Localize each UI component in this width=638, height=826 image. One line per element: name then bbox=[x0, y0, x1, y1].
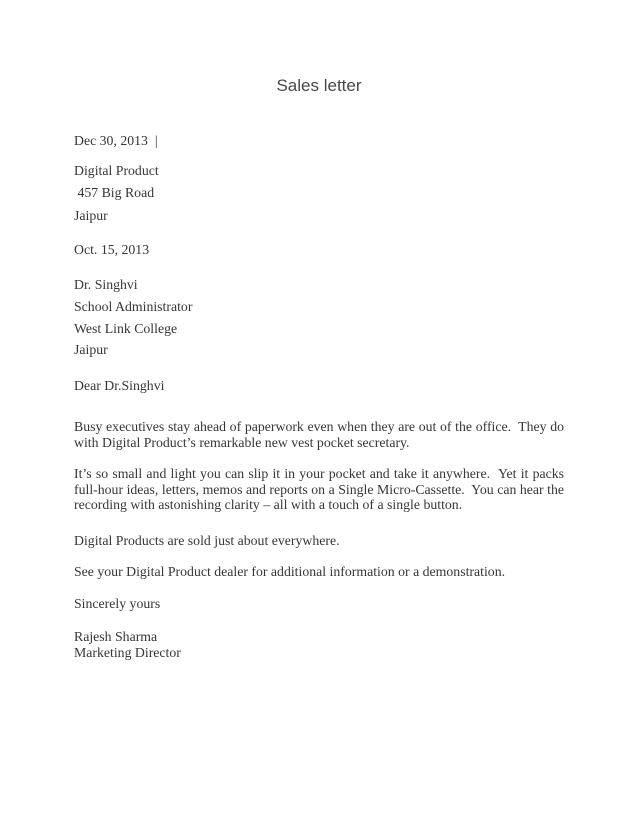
sender-name: Digital Product bbox=[74, 162, 159, 178]
body-paragraph-3: Digital Products are sold just about everywhere. bbox=[74, 532, 340, 548]
signature-title: Marketing Director bbox=[74, 644, 181, 660]
signature-name: Rajesh Sharma bbox=[74, 629, 158, 644]
sender-city: Jaipur bbox=[74, 207, 108, 223]
recipient-title: School Administrator bbox=[74, 299, 193, 314]
sender-street: 457 Big Road bbox=[74, 185, 155, 200]
document-title: Sales letter bbox=[276, 76, 362, 95]
letter-date: Oct. 15, 2013 bbox=[74, 242, 150, 257]
closing: Sincerely yours bbox=[74, 595, 161, 611]
body-paragraph-2: It’s so small and light you can slip it in your pocket and take it anywhere. Yet it packs full-hour ideas, letters, memos and reports on a Single Micro-Cassette. You can hear the recording with astonishing clarity – all with a touch of a single button. bbox=[74, 466, 568, 512]
body-paragraph-4: See your Digital Product dealer for additional information or a demonstration. bbox=[74, 564, 506, 579]
recipient-city: Jaipur bbox=[74, 342, 108, 357]
salutation: Dear Dr.Singhvi bbox=[74, 377, 165, 393]
body-paragraph-1: Busy executives stay ahead of paperwork even when they are out of the office. They do with Digital Product’s remarkable new vest pocket secretary. bbox=[74, 419, 568, 450]
header-date-line: Dec 30, 2013 | bbox=[74, 133, 158, 148]
recipient-name: Dr. Singhvi bbox=[74, 276, 138, 292]
letter-body bbox=[74, 133, 568, 660]
recipient-organization: West Link College bbox=[74, 320, 178, 336]
